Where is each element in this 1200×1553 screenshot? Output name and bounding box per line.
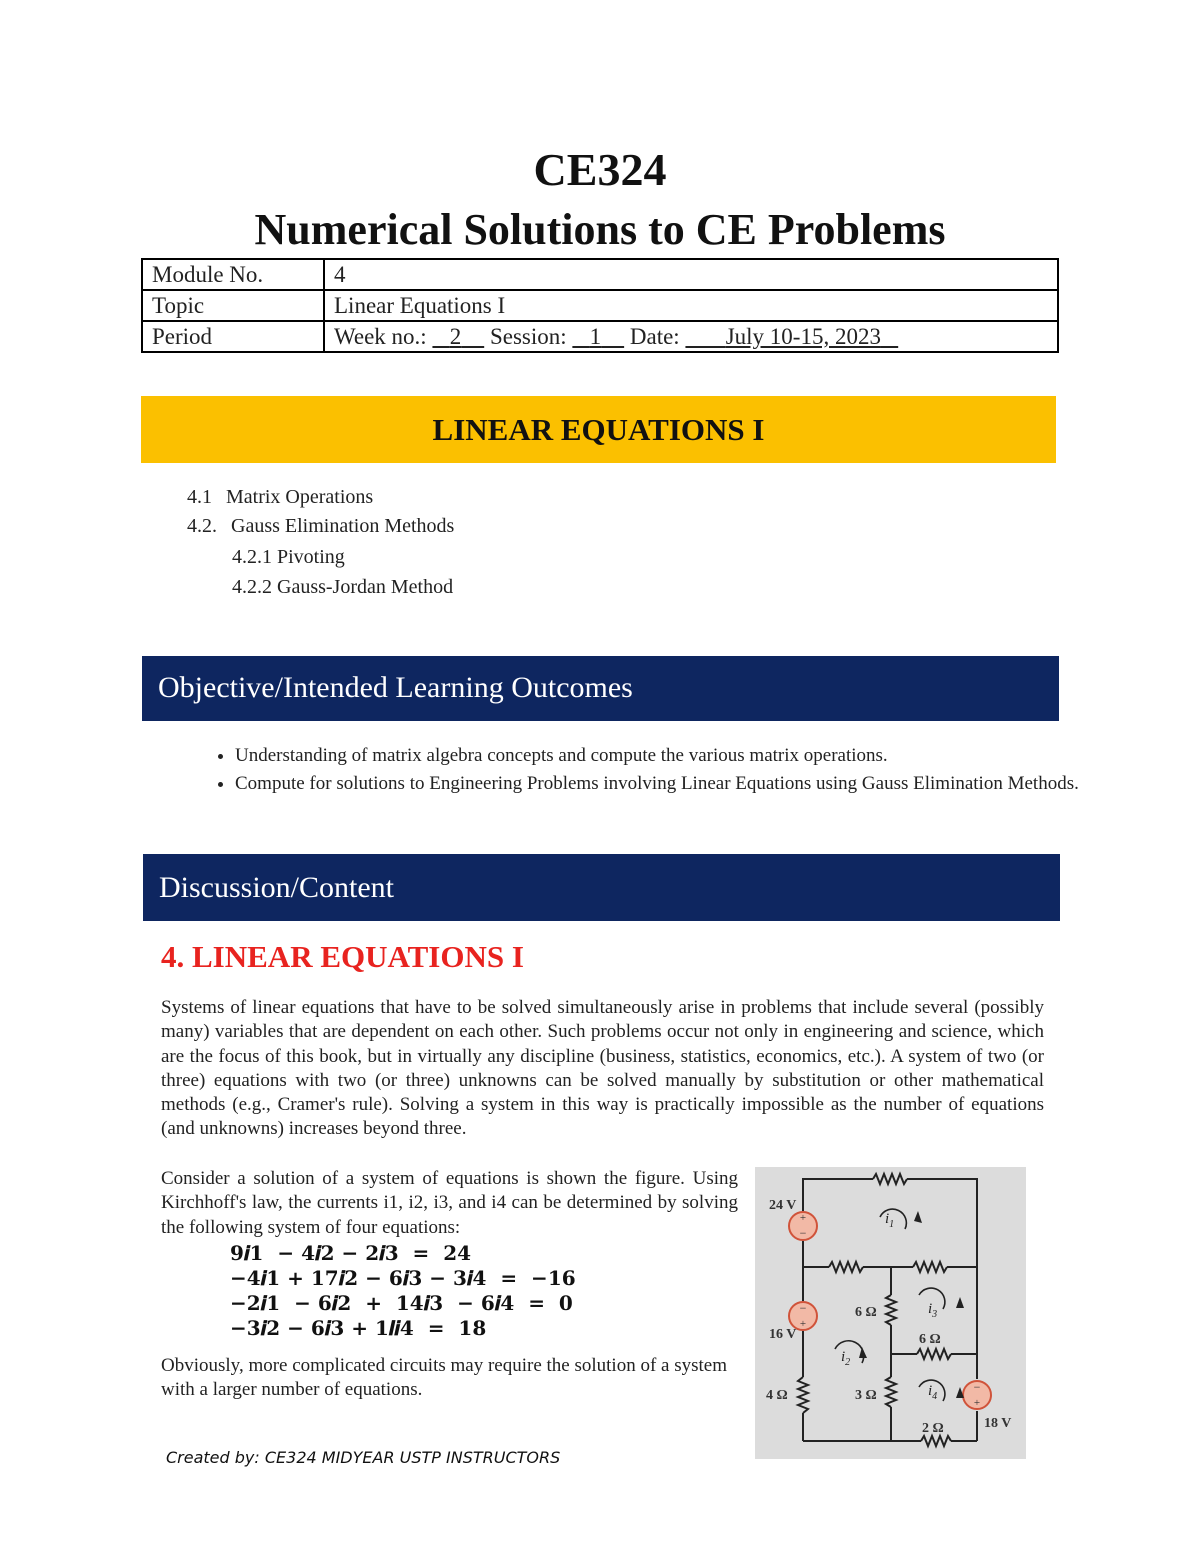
banner-title: LINEAR EQUATIONS I — [141, 396, 1056, 463]
svg-text:+: + — [799, 1318, 807, 1330]
toc-item — [187, 483, 373, 511]
topic-label: Topic — [142, 290, 324, 321]
svg-text:+: + — [973, 1397, 981, 1409]
period-value — [324, 321, 1058, 352]
loop-current-i3: $i_3$ — [928, 1301, 938, 1320]
toc-num: 4.2.1 — [232, 546, 272, 568]
consider-paragraph: Consider a solution of a system of equations is shown the figure. Using Kirchhoff's law, the currents i1, i2, i3, and i4 can be determined by solving the following system of four equations: — [161, 1168, 738, 1238]
svg-text:−: − — [799, 1226, 807, 1240]
toc-label: Pivoting — [277, 546, 345, 568]
label-16v: 16 V — [769, 1327, 797, 1342]
loop-current-i1: $i_1$ — [885, 1211, 895, 1230]
voltage-source-24v — [789, 1212, 817, 1240]
date-label: Date: — [629, 323, 680, 349]
toc-num: 4.2.2 — [232, 576, 272, 598]
objectives-list — [195, 743, 1085, 799]
equation-1: 9𝒊1 − 4𝒊2 − 2𝒊3 = 24 — [230, 1241, 472, 1265]
section-heading: 4. LINEAR EQUATIONS I — [161, 939, 524, 974]
period-label: Period — [142, 321, 324, 352]
course-code: CE324 — [533, 144, 667, 195]
svg-text:−: − — [973, 1380, 981, 1394]
circuit-diagram — [755, 1167, 1026, 1459]
topic-value: Linear Equations I — [324, 290, 1058, 321]
module-info-table — [141, 258, 1059, 353]
label-r-4ohm: 4 Ω — [766, 1388, 788, 1403]
label-r-6ohm-vertical: 6 Ω — [855, 1305, 877, 1320]
week-value: 2 — [449, 323, 462, 349]
objectives-heading: Objective/Intended Learning Outcomes — [142, 656, 1059, 721]
module-value: 4 — [324, 259, 1058, 290]
toc-label: Gauss-Jordan Method — [277, 576, 454, 598]
table-row — [142, 259, 1058, 290]
discussion-heading: Discussion/Content — [143, 854, 1060, 921]
session-label: Session: — [489, 323, 567, 349]
toc-num: 4.1 — [187, 486, 212, 508]
label-r-6ohm-horizontal: 6 Ω — [919, 1332, 941, 1347]
course-title: Numerical Solutions to CE Problems — [254, 205, 946, 254]
toc-item — [187, 512, 454, 540]
circuit-figure — [755, 1167, 1026, 1459]
toc-label: Gauss Elimination Methods — [231, 515, 455, 537]
week-label: Week no.: — [334, 323, 427, 349]
voltage-source-16v — [789, 1301, 817, 1330]
svg-text:−: − — [799, 1301, 807, 1315]
loop-current-i2: $i_2$ — [841, 1349, 851, 1368]
toc-item — [232, 573, 453, 601]
toc-num: 4.2. — [187, 515, 217, 537]
equation-4: −3𝒊2 − 6𝒊3 + 1𝒍𝒊4 = 18 — [230, 1316, 487, 1340]
loop-current-i4: $i_4$ — [928, 1383, 938, 1402]
module-label: Module No. — [142, 259, 324, 290]
label-r-2ohm: 2 Ω — [922, 1421, 944, 1436]
label-24v: 24 V — [769, 1198, 797, 1213]
voltage-source-18v — [963, 1380, 991, 1409]
equation-3: −2𝒊1 − 6𝒊2 + 14𝒊3 − 6𝒊4 = 0 — [230, 1291, 573, 1315]
svg-text:+: + — [799, 1212, 807, 1224]
table-row — [142, 321, 1058, 352]
table-row — [142, 290, 1058, 321]
label-18v: 18 V — [984, 1416, 1012, 1431]
obviously-paragraph: Obviously, more complicated circuits may require the solution of a system with a larger number of equations. — [161, 1355, 727, 1401]
equation-2: −4𝒊1 + 17𝒊2 − 6𝒊3 − 3𝒊4 = −16 — [230, 1266, 576, 1290]
intro-paragraph: Systems of linear equations that have to be solved simultaneously arise in problems that include several (possibly many) variables that are dependent on each other. Such problems occur not only in engineering and science, which are the focus of this book, but in virtually any discipline (business, statistics, economics, etc.). A system of two (or three) equations with two (or three) unknowns can be solved manually by substitution or other mathematical methods (e.g., Cramer's rule). Solving a system in this way is practically impossible as the number of equations (and unknowns) increases beyond three. — [161, 997, 1044, 1140]
toc-label: Matrix Operations — [226, 486, 374, 508]
session-value: 1 — [589, 323, 602, 349]
label-r-3ohm: 3 Ω — [855, 1388, 877, 1403]
footer-credit: Created by: CE324 MIDYEAR USTP INSTRUCTORS — [166, 1448, 561, 1467]
list-item: • Understanding of matrix algebra concepts and compute the various matrix operations. — [235, 743, 1085, 769]
date-value: July 10-15, 2023 — [725, 323, 881, 349]
list-item: • Compute for solutions to Engineering Problems involving Linear Equations using Gauss Elimination Methods. — [235, 771, 1085, 797]
toc-item — [232, 543, 345, 571]
